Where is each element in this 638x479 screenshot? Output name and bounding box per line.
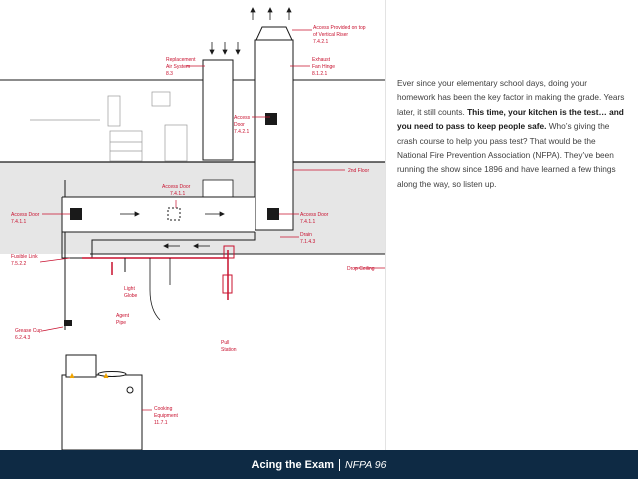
label-access-left-2: 7.4.1.1 bbox=[11, 219, 27, 225]
footer-subtitle: NFPA 96 bbox=[345, 458, 387, 471]
label-riser-door-2: Door bbox=[234, 122, 245, 128]
agent-pipe bbox=[82, 250, 228, 300]
footer-title: Acing the Exam bbox=[251, 458, 335, 471]
right-panel bbox=[385, 0, 638, 450]
upper-floor-furniture bbox=[30, 92, 187, 161]
label-fusible-1: Fusible Link bbox=[11, 254, 38, 260]
label-exhaust-3: 8.1.2.1 bbox=[312, 71, 328, 77]
label-access-top-2: of Vertical Riser bbox=[313, 32, 349, 38]
duct-fill bbox=[63, 198, 256, 232]
label-cooking-1: Cooking bbox=[154, 406, 173, 412]
replacement-air-duct bbox=[203, 60, 233, 160]
label-agent-pipe-2: Pipe bbox=[116, 320, 127, 326]
footer-bar bbox=[0, 450, 638, 479]
label-drain-1: Drain bbox=[300, 232, 312, 238]
label-access-top-1: Access Provided on top bbox=[313, 25, 366, 31]
label-cooking-3: 11.7.1 bbox=[154, 420, 168, 426]
label-exhaust-1: Exhaust bbox=[312, 57, 331, 63]
label-access-top-3: 7.4.2.1 bbox=[313, 39, 329, 45]
footer-divider bbox=[339, 459, 340, 471]
label-access-right-2: 7.4.1.1 bbox=[300, 219, 316, 225]
label-grease-cup-1: Grease Cup bbox=[15, 328, 42, 334]
label-access-left-1: Access Door bbox=[11, 212, 40, 218]
body-copy bbox=[397, 76, 627, 191]
label-light-globe-2: Globe bbox=[124, 293, 138, 299]
label-replacement-2: Air System bbox=[166, 64, 191, 70]
grease-cup bbox=[64, 320, 72, 326]
label-pull-station-2: Station bbox=[221, 347, 237, 353]
body-emphasis: This time, your kitchen is the test… and you need to pass to keep people safe. bbox=[397, 106, 624, 132]
label-pull-station-1: Pull bbox=[221, 340, 230, 346]
label-light-globe-1: Light bbox=[124, 286, 135, 292]
label-exhaust-2: Fan Hinge bbox=[312, 64, 336, 70]
body-paragraph-1: Ever since your elementary school days, doing your homework has been the key factor in making the grade. Years later, it still counts. bbox=[397, 78, 625, 117]
ceiling-slab bbox=[0, 162, 385, 180]
label-second-floor: 2nd Floor bbox=[348, 168, 370, 174]
label-access-top-door-2: 7.4.1.1 bbox=[170, 191, 186, 197]
label-access-right-1: Access Door bbox=[300, 212, 329, 218]
frying-pan bbox=[98, 372, 126, 377]
stock-pot bbox=[66, 355, 96, 377]
body-paragraph-2: Who’s giving the crash course to help you pass test? That would be the National Fire Prevention Association (NFPA). They’ve been running the show since 1896 and have learned a few things along the way, so listen up. bbox=[397, 121, 616, 189]
exhaust-fan bbox=[256, 27, 292, 40]
label-cooking-2: Equipment bbox=[154, 413, 178, 419]
label-fusible-2: 7.5.2.2 bbox=[11, 261, 27, 267]
label-agent-pipe-1: Agent bbox=[116, 313, 130, 319]
label-grease-cup-2: 6.2.4.3 bbox=[15, 335, 31, 341]
label-replacement-1: Replacement bbox=[166, 57, 196, 63]
label-access-top-door-1: Access Door bbox=[162, 184, 191, 190]
label-riser-door-3: 7.4.2.1 bbox=[234, 129, 250, 135]
access-door-right bbox=[267, 208, 279, 220]
access-door-left bbox=[70, 208, 82, 220]
label-riser-door-1: Access bbox=[234, 115, 251, 121]
vertical-riser bbox=[255, 40, 293, 230]
label-replacement-3: 8.3 bbox=[166, 71, 173, 77]
label-drop-ceiling: Drop Ceiling bbox=[347, 266, 375, 272]
cooking-equipment bbox=[62, 375, 142, 450]
label-drain-2: 7.1.4.3 bbox=[300, 239, 316, 245]
riser-access-door bbox=[265, 113, 277, 125]
agent-nozzle-lines bbox=[150, 258, 170, 320]
